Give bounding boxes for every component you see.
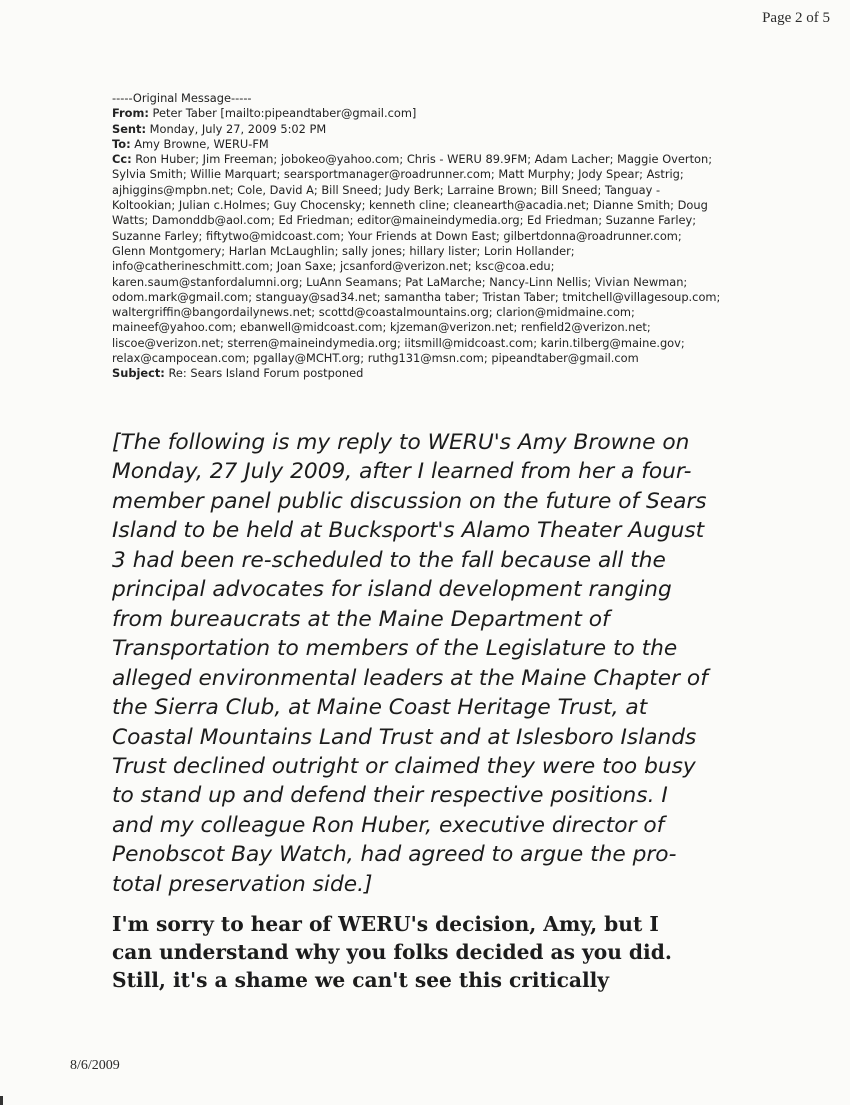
cc-line: Glenn Montgomery; Harlan McLaughlin; sally jones; hillary lister; Lorin Hollander; <box>112 243 575 258</box>
cc-line: relax@campocean.com; pgallay@MCHT.org; ruthg131@msn.com; pipeandtaber@gmail.com <box>112 351 639 366</box>
cc-line: liscoe@verizon.net; sterren@maineindymedia.org; iitsmill@midcoast.com; karin.tilberg@maine.gov; <box>112 335 685 350</box>
sent-row <box>112 122 772 137</box>
scan-margin-mark <box>0 1096 3 1105</box>
intro-line: member panel public discussion on the future of Sears <box>112 488 707 514</box>
cc-line: maineef@yahoo.com; ebanwell@midcoast.com; kjzeman@verizon.net; renfield2@verizon.net; <box>112 320 651 335</box>
page-number: Page 2 of 5 <box>762 10 830 26</box>
intro-line: alleged environmental leaders at the Maine Chapter of <box>112 665 708 691</box>
cc-line: waltergriffin@bangordailynews.net; scottd@coastalmountains.org; clarion@midmaine.com; <box>112 305 635 320</box>
cc-line: Watts; Damonddb@aol.com; Ed Friedman; editor@maineindymedia.org; Ed Friedman; Suzanne Farley; <box>112 213 697 228</box>
intro-line: Transportation to members of the Legislature to the <box>112 636 678 662</box>
cc-line <box>112 152 772 167</box>
from-value: Peter Taber [mailto:pipeandtaber@gmail.com] <box>152 106 417 121</box>
intro-line: the Sierra Club, at Maine Coast Heritage Trust, at <box>112 695 648 721</box>
cc-line: Suzanne Farley; fiftytwo@midcoast.com; Your Friends at Down East; gilbertdonna@roadrunner.com; <box>112 228 682 243</box>
footer-date: 8/6/2009 <box>70 1058 120 1073</box>
cc-line: Koltookian; Julian c.Holmes; Guy Chocensky; kenneth cline; cleanearth@acadia.net; Dianne Smith; Doug <box>112 198 708 213</box>
reply-line: Still, it's a shame we can't see this critically <box>112 968 610 992</box>
cc-line: info@catherineschmitt.com; Joan Saxe; jcsanford@verizon.net; ksc@coa.edu; <box>112 259 555 274</box>
reply-line: can understand why you folks decided as you did. <box>112 940 672 964</box>
from-row <box>112 106 772 121</box>
cc-label: Cc: <box>112 152 132 167</box>
intro-line: and my colleague Ron Huber, executive director of <box>112 812 665 838</box>
cc-line: karen.saum@stanfordalumni.org; LuAnn Seamans; Pat LaMarche; Nancy-Linn Nellis; Vivian Newman; <box>112 274 688 289</box>
to-row <box>112 137 772 152</box>
intro-line: total preservation side.] <box>112 871 373 897</box>
intro-line: Trust declined outright or claimed they were too busy <box>112 753 696 779</box>
sent-label: Sent: <box>112 121 147 136</box>
reply-paragraph <box>112 910 812 994</box>
original-message-line: -----Original Message----- <box>112 91 252 105</box>
email-header <box>112 91 772 382</box>
intro-line: Monday, 27 July 2009, after I learned from her a four- <box>112 459 692 485</box>
reply-line: I'm sorry to hear of WERU's decision, Amy, but I <box>112 912 659 936</box>
intro-line: principal advocates for island development ranging <box>112 577 672 603</box>
intro-line: Coastal Mountains Land Trust and at Islesboro Islands <box>112 724 697 750</box>
intro-line: [The following is my reply to WERU's Amy Browne on <box>112 430 690 455</box>
intro-paragraph <box>112 428 812 899</box>
subject-label: Subject: <box>112 366 165 381</box>
cc-line: ajhiggins@mpbn.net; Cole, David A; Bill Sneed; Judy Berk; Larraine Brown; Bill Sneed; Tanguay - <box>112 182 661 197</box>
subject-row <box>112 366 772 381</box>
subject-value: Re: Sears Island Forum postponed <box>168 366 364 381</box>
intro-line: from bureaucrats at the Maine Department of <box>112 606 610 632</box>
cc-line: odom.mark@gmail.com; stanguay@sad34.net; samantha taber; Tristan Taber; tmitchell@villagesoup.com; <box>112 289 721 304</box>
cc-value: Ron Huber; Jim Freeman; jobokeo@yahoo.com; Chris - WERU 89.9FM; Adam Lacher; Maggie Overton; <box>135 152 713 167</box>
cc-line: Sylvia Smith; Willie Marquart; searsportmanager@roadrunner.com; Matt Murphy; Jody Spear; Astrig; <box>112 167 684 182</box>
cc-block <box>112 152 772 366</box>
intro-line: Penobscot Bay Watch, had agreed to argue the pro- <box>112 842 677 868</box>
to-value: Amy Browne, WERU-FM <box>134 136 269 151</box>
to-label: To: <box>112 136 131 151</box>
intro-line: Island to be held at Bucksport's Alamo Theater August <box>112 518 705 544</box>
intro-line: 3 had been re-scheduled to the fall because all the <box>112 547 666 573</box>
from-label: From: <box>112 106 149 121</box>
intro-line: to stand up and defend their respective positions. I <box>112 783 668 809</box>
sent-value: Monday, July 27, 2009 5:02 PM <box>149 121 327 136</box>
